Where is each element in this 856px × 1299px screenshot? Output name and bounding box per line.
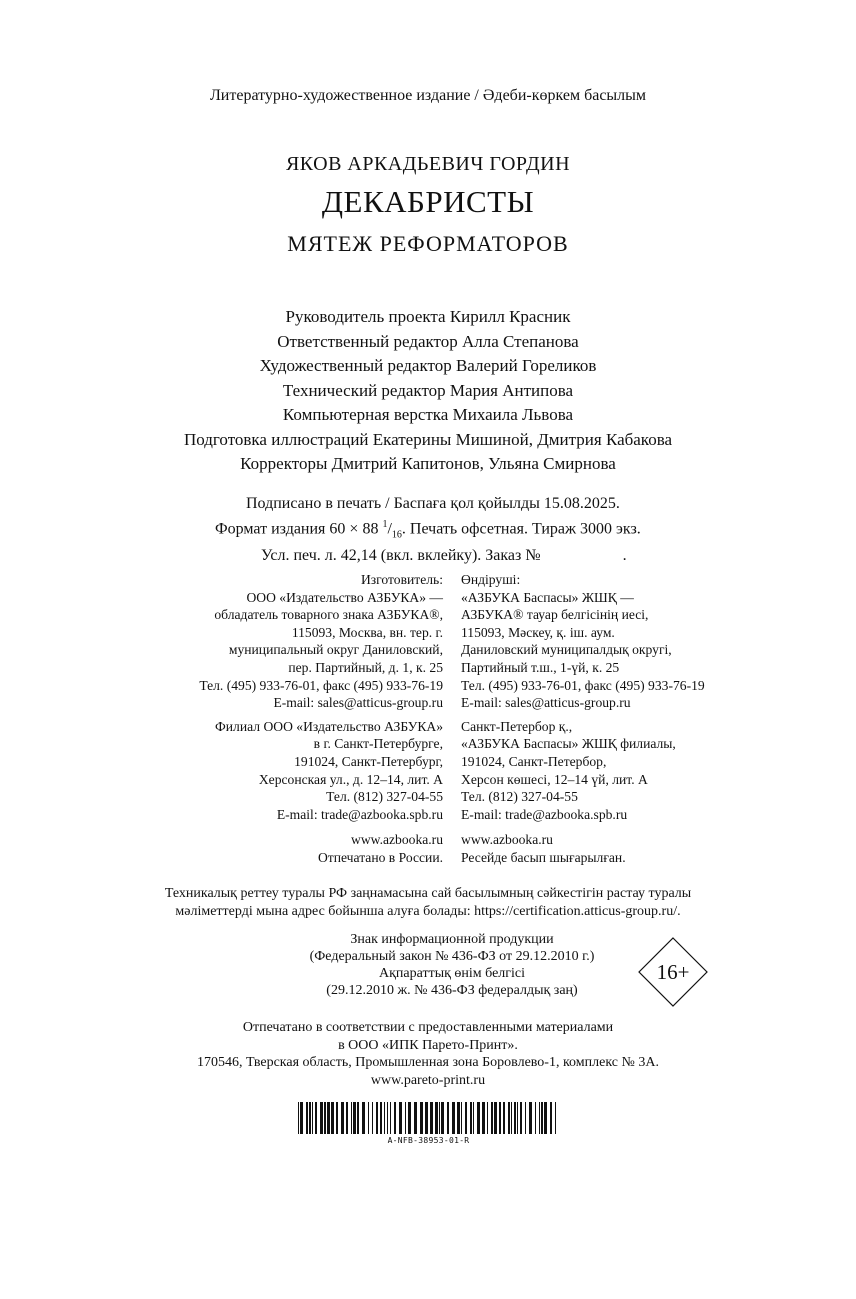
branch-kz-line: Санкт-Петербор қ., — [461, 718, 573, 734]
certification-note — [0, 885, 856, 920]
barcode-bar — [541, 1102, 543, 1134]
barcode-bar — [336, 1102, 338, 1134]
printed-in-ru: Отпечатано в России. — [317, 849, 443, 865]
barcode-bar — [327, 1102, 330, 1134]
barcode-bar — [372, 1102, 373, 1134]
barcode-bar — [399, 1102, 402, 1134]
barcode-bar — [435, 1102, 438, 1134]
barcode-bar — [362, 1102, 365, 1134]
info-sign-line: (29.12.2010 ж. № 436-ФЗ федералдық заң) — [326, 983, 578, 998]
publisher-ru-line: 115093, Москва, вн. тер. г. — [291, 624, 443, 640]
printer-line: Отпечатано в соответствии с предоставленными материалами — [242, 1020, 614, 1035]
barcode-bar — [384, 1102, 385, 1134]
barcode-bar — [346, 1102, 348, 1134]
book-title: ДЕКАБРИСТЫ — [321, 184, 535, 219]
publisher-kz-line: «АЗБУКА Баспасы» ЖШҚ — — [461, 589, 634, 605]
barcode-bar — [473, 1102, 474, 1134]
diamond-icon — [638, 937, 708, 1007]
branch-kz-line: E-mail: trade@azbooka.spb.ru — [461, 806, 628, 822]
barcode-bar — [517, 1102, 518, 1134]
printed-in-kz: Ресейде басып шығарылған. — [461, 849, 626, 865]
publisher-kz-line: Партийный т.ш., 1-үй, к. 25 — [461, 659, 620, 675]
branch-kz-line: Херсон көшесі, 12–14 үй, лит. А — [461, 771, 648, 787]
barcode-bar — [351, 1102, 352, 1134]
publisher-kz-line: Өндіруші: — [461, 572, 521, 587]
branch-ru-line: 191024, Санкт-Петербург, — [294, 753, 443, 769]
publisher-ru-line: обладатель товарного знака АЗБУКА®, — [214, 607, 443, 623]
barcode-bar — [461, 1102, 462, 1134]
barcode-bar — [457, 1102, 460, 1134]
branch-ru-line: в г. Санкт-Петербурге, — [313, 736, 443, 752]
website-ru: www.azbooka.ru — [351, 832, 443, 848]
barcode-bar — [394, 1102, 396, 1134]
barcode-bar — [420, 1102, 423, 1134]
info-sign-line: Знак информационной продукции — [350, 932, 554, 947]
barcode-image — [296, 1102, 561, 1134]
barcode-bar — [508, 1102, 510, 1134]
barcode-bar — [357, 1102, 359, 1134]
barcode-code: A-NFB-38953-01-R — [387, 1136, 470, 1145]
publisher-ru-line: пер. Партийный, д. 1, к. 25 — [288, 659, 443, 675]
format-line: Формат издания 60 × 88 $^1/_{16}$. Печать офсетная. Тираж 3000 экз. — [215, 518, 641, 541]
staff-line: Корректоры Дмитрий Капитонов, Ульяна Смирнова — [240, 454, 616, 473]
barcode-bar — [408, 1102, 411, 1134]
barcode-bar — [494, 1102, 497, 1134]
barcode-bar — [439, 1102, 440, 1134]
barcode-bar — [380, 1102, 382, 1134]
sheets-line: Усл. печ. л. 42,14 (вкл. вклейку). Заказ № . — [261, 546, 627, 564]
barcode-bar — [298, 1102, 299, 1134]
staff-line: Руководитель проекта Кирилл Красник — [285, 307, 571, 326]
barcode-bar — [477, 1102, 480, 1134]
barcode-bar — [368, 1102, 369, 1134]
publisher-ru-line: E-mail: sales@atticus-group.ru — [273, 695, 443, 711]
barcode-bar — [425, 1102, 428, 1134]
print-info — [0, 494, 856, 566]
barcode-bar — [491, 1102, 493, 1134]
barcode-bar — [529, 1102, 532, 1134]
barcode-bar — [353, 1102, 356, 1134]
barcode-bar — [447, 1102, 449, 1134]
branch-kz-line: 191024, Санкт-Петербор, — [461, 753, 607, 769]
publisher-ru-column — [199, 571, 443, 867]
barcode-bar — [511, 1102, 512, 1134]
barcode-bar — [430, 1102, 433, 1134]
barcode-bar — [525, 1102, 526, 1134]
barcode — [296, 1102, 561, 1139]
certification-line: Техникалық реттеу туралы РФ заңнамасына сай басылымның сәйкестігін растау туралы — [164, 886, 692, 901]
printer-line: в ООО «ИПК Парето-Принт». — [338, 1037, 518, 1053]
info-product-sign — [270, 931, 634, 999]
staff-line: Художественный редактор Валерий Гореликов — [259, 356, 597, 375]
age-rating-badge — [638, 937, 708, 1007]
publisher-kz-line: Даниловский муниципалдық округі, — [461, 642, 672, 658]
barcode-bar — [414, 1102, 417, 1134]
barcode-bar — [331, 1102, 334, 1134]
book-subtitle: МЯТЕЖ РЕФОРМАТОРОВ — [287, 231, 569, 256]
barcode-bar — [487, 1102, 488, 1134]
signed-line: Подписано в печать / Баспаға қол қойылды 15.08.2025. — [246, 495, 620, 512]
barcode-bar — [387, 1102, 388, 1134]
barcode-bar — [539, 1102, 540, 1134]
publisher-kz-line: E-mail: sales@atticus-group.ru — [461, 695, 631, 711]
barcode-bar — [315, 1102, 317, 1134]
barcode-bar — [465, 1102, 467, 1134]
website-kz: www.azbooka.ru — [461, 832, 553, 848]
publisher-ru-line: ООО «Издательство АЗБУКА» — — [246, 589, 443, 605]
branch-ru-line: Херсонская ул., д. 12–14, лит. А — [258, 771, 443, 787]
barcode-bar — [503, 1102, 505, 1134]
staff-line: Технический редактор Мария Антипова — [282, 380, 574, 400]
barcode-bar — [405, 1102, 406, 1134]
branch-ru-line: Филиал ООО «Издательство АЗБУКА» — [215, 718, 443, 734]
barcode-bar — [499, 1102, 501, 1134]
barcode-bar — [520, 1102, 522, 1134]
barcode-bar — [550, 1102, 552, 1134]
publisher-ru-line: Тел. (495) 933-76-01, факс (495) 933-76-19 — [199, 677, 443, 693]
barcode-bar — [312, 1102, 313, 1134]
branch-ru-line: Тел. (812) 327-04-55 — [326, 789, 443, 805]
barcode-bar — [514, 1102, 516, 1134]
branch-kz-line: Тел. (812) 327-04-55 — [461, 789, 578, 805]
printer-line: 170546, Тверская область, Промышленная зона Боровлево-1, комплекс № 3А. — [197, 1055, 659, 1070]
info-sign-line: Ақпараттық өнім белгісі — [378, 966, 526, 981]
barcode-bar — [324, 1102, 326, 1134]
staff-line: Ответственный редактор Алла Степанова — [277, 331, 579, 351]
barcode-bar — [470, 1102, 472, 1134]
printer-line: www.pareto-print.ru — [370, 1072, 486, 1088]
info-sign-line: (Федеральный закон № 436-ФЗ от 29.12.2010 г.) — [309, 949, 595, 964]
barcode-bar — [452, 1102, 455, 1134]
barcode-bar — [320, 1102, 323, 1134]
publisher-kz-line: Тел. (495) 933-76-01, факс (495) 933-76-19 — [461, 677, 705, 693]
barcode-bar — [535, 1102, 536, 1134]
barcode-bar — [544, 1102, 547, 1134]
barcode-bar — [482, 1102, 485, 1134]
printer-info — [0, 1019, 856, 1089]
barcode-bar — [306, 1102, 308, 1134]
barcode-bar — [300, 1102, 303, 1134]
publisher-ru-line: Изготовитель: — [360, 572, 443, 587]
barcode-bar — [441, 1102, 444, 1134]
edition-type: Литературно-художественное издание / Әдеби-көркем басылым — [209, 87, 647, 104]
branch-kz-line: «АЗБУКА Баспасы» ЖШҚ филиалы, — [461, 736, 676, 752]
barcode-bar — [309, 1102, 311, 1134]
certification-line: мәліметтерді мына адрес бойынша алуға болады: https://certification.atticus-group.ru/. — [175, 903, 681, 919]
age-rating-text: 16+ — [656, 960, 690, 984]
barcode-bar — [376, 1102, 378, 1134]
publisher-ru-line: муниципальный округ Даниловский, — [228, 642, 443, 658]
author-name: ЯКОВ АРКАДЬЕВИЧ ГОРДИН — [285, 153, 571, 175]
publisher-kz-column — [461, 571, 705, 867]
staff-line: Компьютерная верстка Михаила Львова — [282, 405, 574, 424]
staff-credits — [0, 305, 856, 477]
publisher-kz-line: 115093, Мәскеу, қ. іш. аум. — [461, 624, 615, 640]
barcode-bar — [555, 1102, 556, 1134]
staff-line: Подготовка иллюстраций Екатерины Мишиной, Дмитрия Кабакова — [183, 429, 673, 449]
barcode-bar — [341, 1102, 344, 1134]
branch-ru-line: E-mail: trade@azbooka.spb.ru — [276, 806, 443, 822]
publisher-kz-line: АЗБУКА® тауар белгісінің иесі, — [461, 607, 649, 623]
barcode-bar — [390, 1102, 391, 1134]
